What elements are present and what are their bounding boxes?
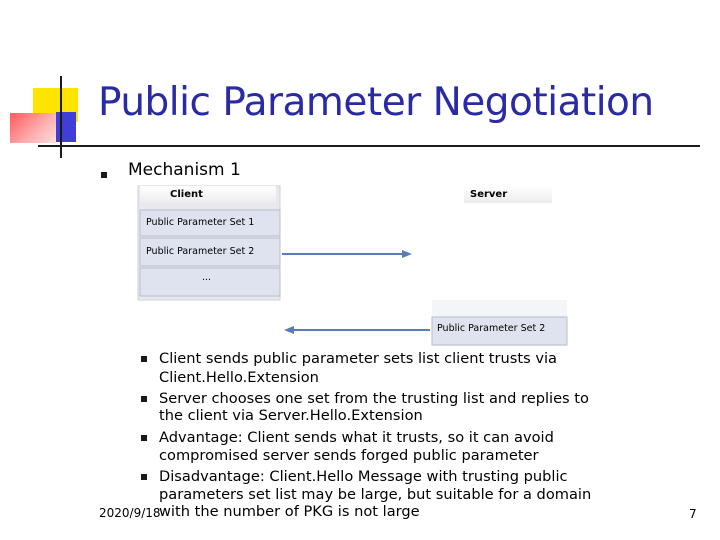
bullet-square-icon xyxy=(141,435,147,441)
bullet-1-line-2: Client.Hello.Extension xyxy=(159,369,319,386)
bullet-2-line-1: Server chooses one set from the trusting list and replies to xyxy=(159,390,589,407)
client-set-2-label: Public Parameter Set 2 xyxy=(146,246,255,257)
bullet-square-icon xyxy=(141,356,147,362)
bullet-4-line-1: Disadvantage: Client.Hello Message with trusting public xyxy=(159,468,568,485)
bullet-square-icon xyxy=(141,396,147,402)
client-label: Client xyxy=(170,189,203,200)
client-to-server-arrowhead xyxy=(402,250,412,258)
client-set-ellipsis-label: ... xyxy=(202,272,212,283)
bullet-1-line-1: Client sends public parameter sets list client trusts via xyxy=(159,350,557,367)
client-header xyxy=(140,186,276,203)
server-label: Server xyxy=(470,189,508,200)
client-set-1-label: Public Parameter Set 1 xyxy=(146,217,255,228)
bullet-3-line-2: compromised server sends forged public parameter xyxy=(159,447,539,464)
page-number: 7 xyxy=(689,507,697,521)
bullet-2-line-2: the client via Server.Hello.Extension xyxy=(159,407,423,424)
bullet-3-line-1: Advantage: Client sends what it trusts, so it can avoid xyxy=(159,429,554,446)
server-set-label: Public Parameter Set 2 xyxy=(437,323,546,334)
mechanism-heading: Mechanism 1 xyxy=(128,160,241,180)
bullet-square-icon xyxy=(141,474,147,480)
bullet-4-line-3: with the number of PKG is not large xyxy=(159,503,420,520)
footer-date: 2020/9/18 xyxy=(99,506,161,520)
server-to-client-arrowhead xyxy=(284,326,294,334)
bullet-4-line-2: parameters set list may be large, but suitable for a domain xyxy=(159,486,592,503)
slide-title: Public Parameter Negotiation xyxy=(98,80,654,125)
